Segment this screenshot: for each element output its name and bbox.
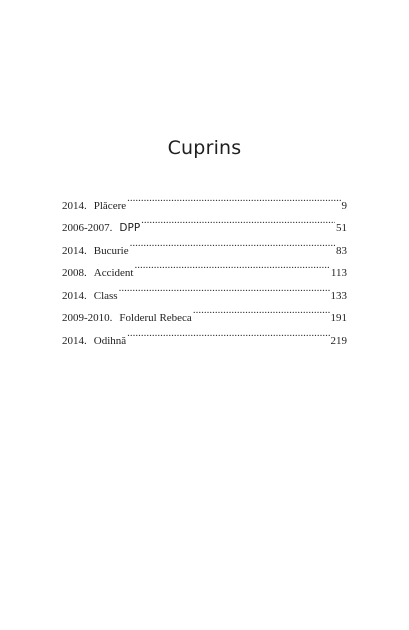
toc-entry-page: 113 (330, 267, 347, 279)
dot-leader (193, 299, 330, 322)
toc-entry-page: 133 (330, 289, 347, 302)
toc-entry-page: 51 (336, 222, 347, 234)
toc-entry-year: 2014. (62, 244, 87, 257)
dot-leader (127, 321, 329, 344)
toc-entry-year: 2014. (62, 334, 87, 347)
dot-leader (119, 276, 330, 299)
toc-entry-title: Plăcere (93, 199, 127, 212)
toc-entry-page: 219 (330, 334, 347, 347)
toc-entry-page: 9 (341, 199, 347, 212)
toc-entry-year: 2009-2010. (62, 312, 113, 324)
toc-list (62, 186, 347, 347)
toc-entry-title: Class (93, 289, 118, 302)
toc-title: Cuprins (167, 137, 242, 159)
toc-entry-year: 2006-2007. (62, 222, 113, 234)
toc-entry-year: 2014. (62, 199, 87, 212)
toc-entry-title: Folderul Rebeca (119, 312, 192, 324)
toc-entry-title: Odihnă (93, 334, 127, 347)
toc-entry-title: Accident (93, 267, 134, 279)
toc-entry-title: Bucurie (93, 244, 129, 257)
toc-entry-year: 2008. (62, 267, 87, 279)
dot-leader (141, 209, 335, 232)
toc-entry-page: 191 (330, 312, 347, 324)
toc-entry (62, 186, 347, 212)
toc-entry-page: 83 (336, 244, 347, 257)
dot-leader (130, 231, 335, 254)
toc-entry-year: 2014. (62, 289, 87, 302)
dot-leader (134, 254, 329, 277)
toc-entry-title: DPP (119, 222, 141, 234)
dot-leader (127, 186, 340, 209)
